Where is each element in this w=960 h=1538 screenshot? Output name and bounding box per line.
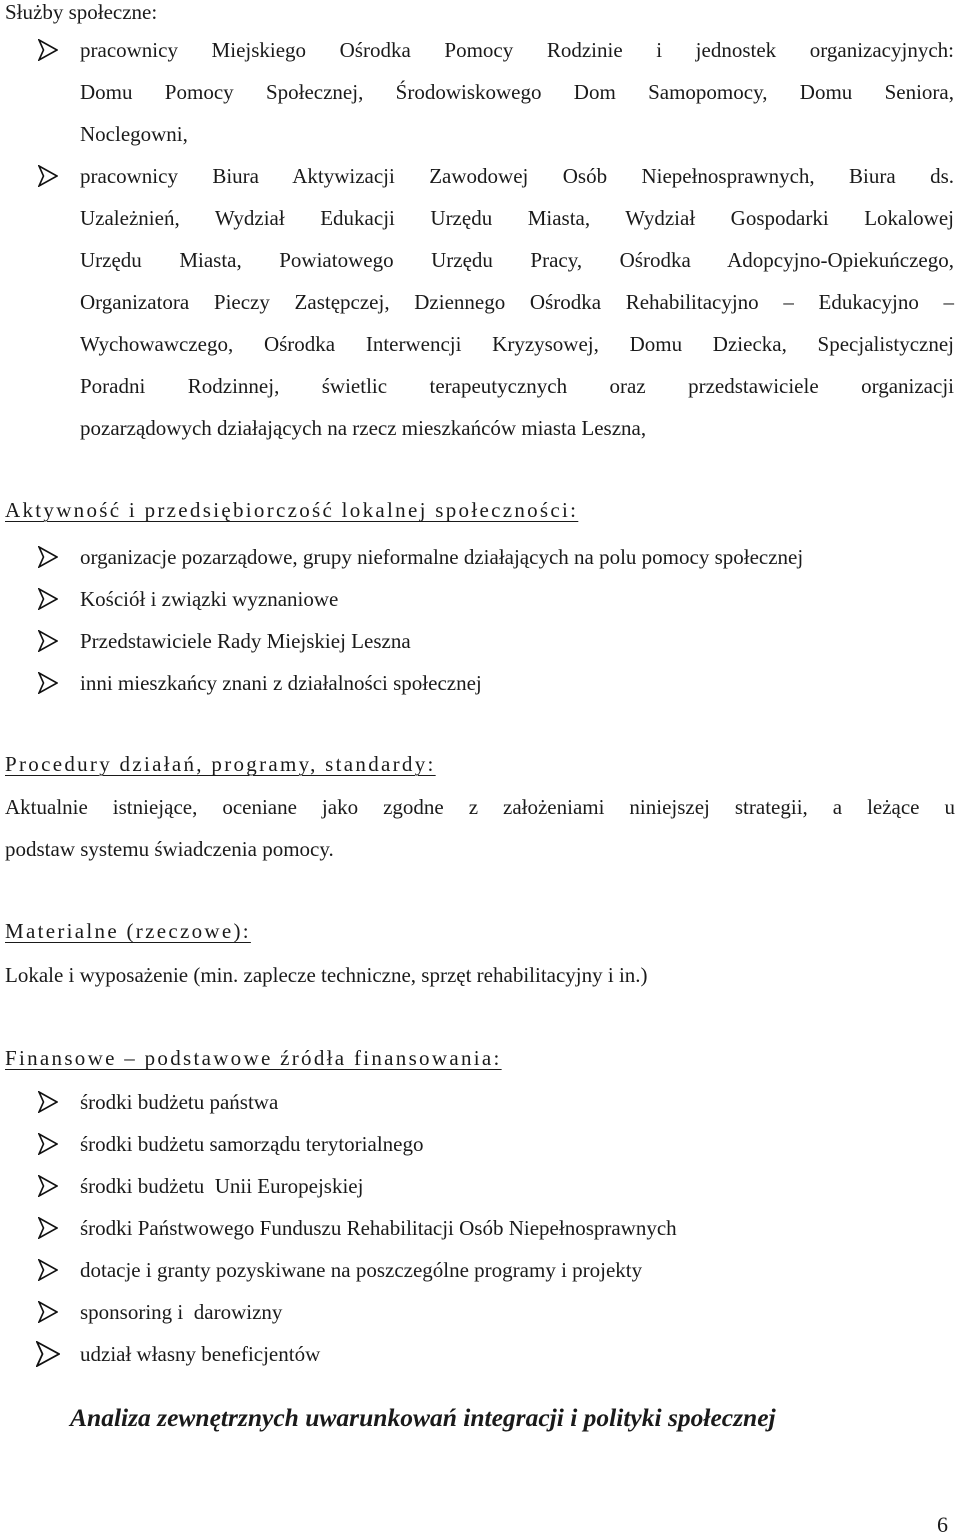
arrow-bullet-icon (38, 672, 58, 694)
paragraph-line: podstaw systemu świadczenia pomocy. (5, 837, 334, 861)
list-item-text: Kościół i związki wyznaniowe (80, 587, 339, 611)
arrow-bullet-icon (38, 1175, 58, 1197)
list-item (0, 620, 960, 662)
list-item-line: pracownicy Biura Aktywizacji Zawodowej Osób Niepełnosprawnych, Biura ds. (80, 164, 954, 188)
list-item-text: udział własny beneficjentów (80, 1342, 321, 1366)
list-item-line: Domu Pomocy Społecznej, Środowiskowego Dom Samopomocy, Domu Seniora, (80, 80, 954, 104)
list-item-line: Poradni Rodzinnej, świetlic terapeutycznych oraz przedstawiciele organizacji (80, 374, 954, 398)
list-item (0, 662, 960, 704)
list-item-line: Uzależnień, Wydział Edukacji Urzędu Miasta, Wydział Gospodarki Lokalowej (80, 206, 954, 230)
list-item-text: dotacje i granty pozyskiwane na poszczególne programy i projekty (80, 1258, 643, 1282)
list-item (0, 1207, 960, 1249)
list-item-text: inni mieszkańcy znani z działalności społecznej (80, 671, 482, 695)
list-item-text: sponsoring i darowizny (80, 1300, 283, 1324)
list-item-line: Organizatora Pieczy Zastępczej, Dziennego Ośrodka Rehabilitacyjno – Edukacyjno – (80, 290, 954, 314)
arrow-bullet-icon (38, 1217, 58, 1239)
list-item (0, 1123, 960, 1165)
list-item (0, 1291, 960, 1333)
list-item-line: Urzędu Miasta, Powiatowego Urzędu Pracy, Ośrodka Adopcyjno-Opiekuńczego, (80, 248, 954, 272)
list-item (0, 1333, 960, 1375)
section-heading-finansowe: Finansowe – podstawowe źródła finansowania: (5, 1046, 502, 1070)
list-item-text: środki Państwowego Funduszu Rehabilitacji Osób Niepełnosprawnych (80, 1216, 677, 1240)
section-heading-materialne: Materialne (rzeczowe): (5, 919, 251, 943)
list-item (0, 155, 960, 449)
paragraph-line: Aktualnie istniejące, oceniane jako zgodne z założeniami niniejszej strategii, a leżące u (5, 795, 955, 819)
arrow-bullet-icon (38, 630, 58, 652)
list-item-line: Noclegowni, (80, 122, 188, 146)
list-item (0, 29, 960, 155)
arrow-bullet-icon (38, 165, 58, 187)
sluzby-list (0, 29, 960, 449)
analiza-heading: Analiza zewnętrznych uwarunkowań integracji i polityki społecznej (70, 1403, 776, 1432)
list-item (0, 578, 960, 620)
list-item-line: Wychowawczego, Ośrodka Interwencji Kryzysowej, Domu Dziecka, Specjalistycznej (80, 332, 954, 356)
arrow-bullet-icon (38, 1133, 58, 1155)
arrow-bullet-icon (36, 1341, 56, 1363)
arrow-bullet-icon (38, 546, 58, 568)
list-item-text: Przedstawiciele Rady Miejskiej Leszna (80, 629, 411, 653)
aktywnosc-list (0, 536, 960, 704)
list-item (0, 1165, 960, 1207)
arrow-bullet-icon (38, 1091, 58, 1113)
page-number: 6 (937, 1512, 948, 1537)
procedury-paragraph (5, 786, 955, 870)
list-item-text: środki budżetu samorządu terytorialnego (80, 1132, 424, 1156)
arrow-bullet-icon (38, 1259, 58, 1281)
list-item-line: pozarządowych działających na rzecz mieszkańców miasta Leszna, (80, 416, 647, 440)
arrow-bullet-icon (38, 39, 58, 61)
section-heading-aktywnosc: Aktywność i przedsiębiorczość lokalnej społeczności: (5, 498, 579, 522)
list-item-text: organizacje pozarządowe, grupy nieformalne działających na polu pomocy społecznej (80, 545, 804, 569)
list-item-text: środki budżetu Unii Europejskiej (80, 1174, 364, 1198)
list-item (0, 1249, 960, 1291)
arrow-bullet-icon (38, 588, 58, 610)
list-item-text: środki budżetu państwa (80, 1090, 279, 1114)
section-heading-sluzby: Służby społeczne: (5, 0, 158, 24)
materialne-paragraph: Lokale i wyposażenie (min. zaplecze techniczne, sprzęt rehabilitacyjny i in.) (5, 963, 648, 987)
section-heading-procedury: Procedury działań, programy, standardy: (5, 752, 436, 776)
list-item (0, 536, 960, 578)
list-item-line: pracownicy Miejskiego Ośrodka Pomocy Rodzinie i jednostek organizacyjnych: (80, 38, 954, 62)
list-item (0, 1081, 960, 1123)
arrow-bullet-icon (38, 1301, 58, 1323)
finansowe-list (0, 1081, 960, 1375)
